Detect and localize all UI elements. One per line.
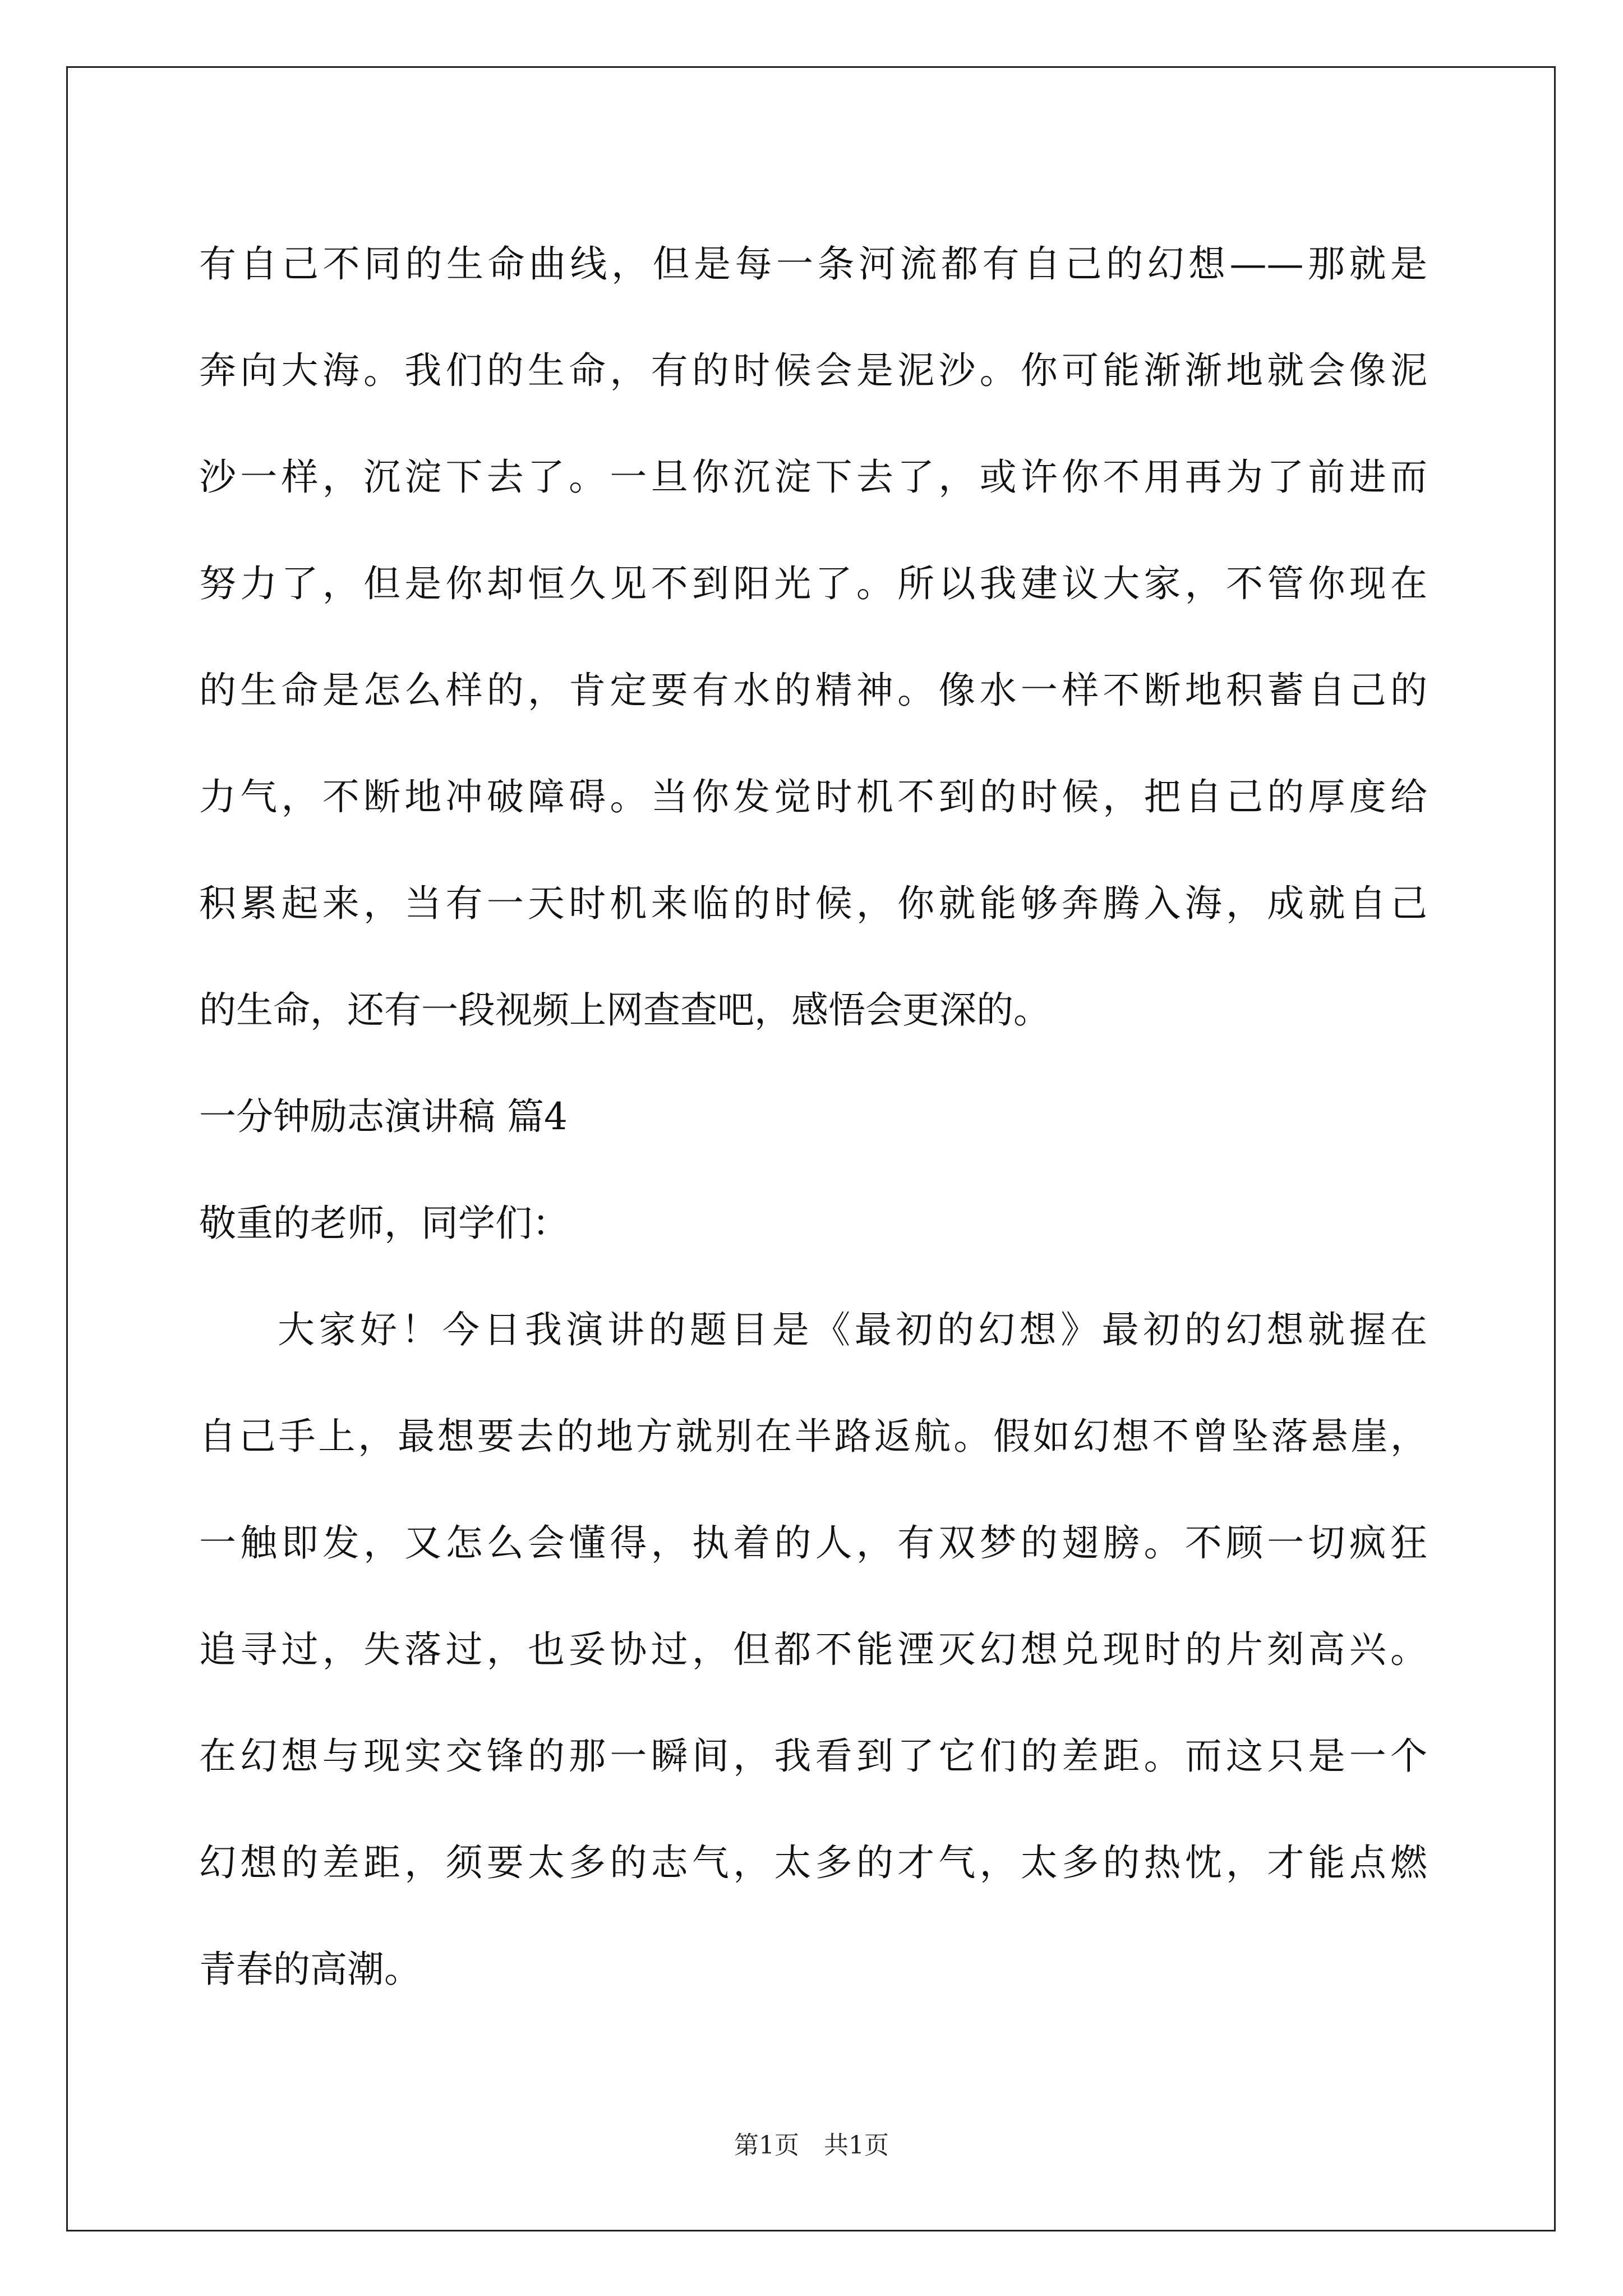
paragraph-line: 在幻想与现实交锋的那一瞬间，我看到了它们的差距。而这只是一个 [199,1734,1427,1778]
paragraph-line: 一触即发，又怎么会懂得，执着的人，有双梦的翅膀。不顾一切疯狂 [199,1521,1427,1565]
paragraph-line: 沙一样，沉淀下去了。一旦你沉淀下去了，或许你不用再为了前进而 [199,455,1427,499]
salutation: 敬重的老师，同学们： [199,1202,569,1245]
section-heading: 一分钟励志演讲稿 篇4 [199,1095,568,1138]
paragraph-line: 的生命，还有一段视频上网查查吧，感悟会更深的。 [199,988,1050,1032]
paragraph-line: 大家好！今日我演讲的题目是《最初的幻想》最初的幻想就握在 [278,1308,1427,1351]
paragraph-line: 追寻过，失落过，也妥协过，但都不能湮灭幻想兑现时的片刻高兴。 [199,1628,1427,1671]
paragraph-line: 奔向大海。我们的生命，有的时候会是泥沙。你可能渐渐地就会像泥 [199,349,1427,392]
paragraph-line: 力气，不断地冲破障碍。当你发觉时机不到的时候，把自己的厚度给 [199,775,1427,818]
paragraph-line: 积累起来，当有一天时机来临的时候，你就能够奔腾入海，成就自己 [199,882,1427,925]
document-body [199,211,1427,2023]
paragraph-line: 的生命是怎么样的，肯定要有水的精神。像水一样不断地积蓄自己的 [199,669,1427,712]
page-footer: 第1页 共1页 [734,2131,889,2160]
paragraph-line: 自己手上，最想要去的地方就别在半路返航。假如幻想不曾坠落悬崖， [199,1415,1427,1458]
paragraph-line: 青春的高潮。 [199,1948,421,1991]
paragraph-line: 幻想的差距，须要太多的志气，太多的才气，太多的热忱，才能点燃 [199,1841,1427,1884]
paragraph-line: 努力了，但是你却恒久见不到阳光了。所以我建议大家，不管你现在 [199,562,1427,605]
paragraph-line: 有自己不同的生命曲线，但是每一条河流都有自己的幻想——那就是 [199,242,1427,286]
